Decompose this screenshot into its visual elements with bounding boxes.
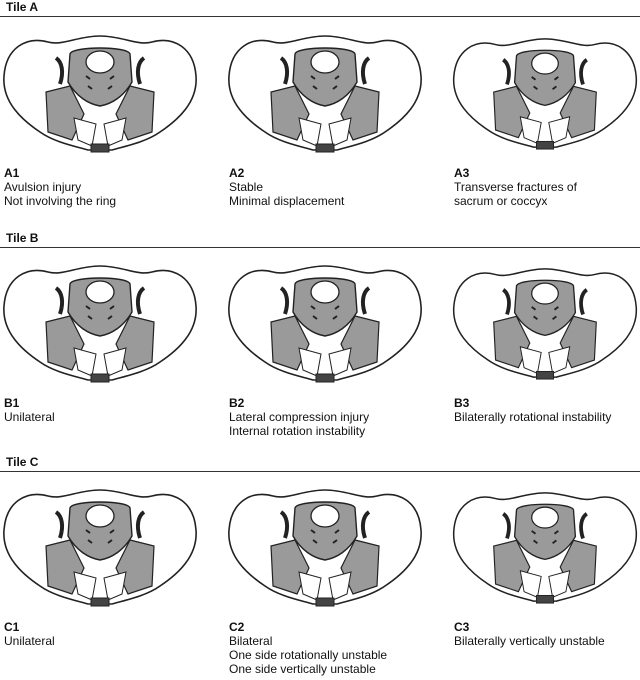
caption-line: Internal rotation instability xyxy=(229,424,366,438)
caption-line: Lateral compression injury xyxy=(229,410,370,424)
caption-line: Minimal displacement xyxy=(229,194,345,208)
pelvis-diagram-a1 xyxy=(0,28,200,158)
pelvis-diagram-c3 xyxy=(450,482,640,612)
symphysis xyxy=(91,144,109,152)
panel-a1 xyxy=(0,28,205,223)
pelvis-diagram-b2 xyxy=(225,258,425,388)
symphysis xyxy=(536,371,553,379)
caption-code: A2 xyxy=(229,166,245,180)
caption-line: Unilateral xyxy=(4,410,55,424)
symphysis xyxy=(536,595,553,603)
caption-b3 xyxy=(454,396,611,424)
caption-line: One side vertically unstable xyxy=(229,662,376,676)
caption-c3 xyxy=(454,620,605,648)
caption-c2 xyxy=(229,620,387,676)
section-title: Tile A xyxy=(6,0,39,14)
sacral-body xyxy=(311,505,339,527)
panel-a3 xyxy=(450,28,640,223)
symphysis xyxy=(91,374,109,382)
caption-code: B1 xyxy=(4,396,20,410)
panel-b2 xyxy=(225,258,430,448)
section-divider xyxy=(0,247,640,248)
caption-line: Bilateral xyxy=(229,634,273,648)
sacral-body xyxy=(532,283,559,304)
caption-code: B2 xyxy=(229,396,245,410)
symphysis xyxy=(536,141,553,149)
section-header-tile-b xyxy=(0,231,640,249)
pelvis-diagram-c2 xyxy=(225,482,425,612)
pelvis-diagram-b1 xyxy=(0,258,200,388)
caption-line: Transverse fractures of xyxy=(454,180,577,194)
caption-code: B3 xyxy=(454,396,470,410)
symphysis xyxy=(316,598,334,606)
section-divider xyxy=(0,471,640,472)
caption-code: C1 xyxy=(4,620,20,634)
caption-code: C3 xyxy=(454,620,470,634)
caption-code: A1 xyxy=(4,166,20,180)
caption-b1 xyxy=(4,396,55,424)
sacral-body xyxy=(86,281,114,303)
symphysis xyxy=(316,374,334,382)
pelvis-diagram-a2 xyxy=(225,28,425,158)
caption-a2 xyxy=(229,166,344,208)
caption-line: Avulsion injury xyxy=(4,180,82,194)
caption-code: A3 xyxy=(454,166,470,180)
panel-c3 xyxy=(450,482,640,680)
caption-c1 xyxy=(4,620,55,648)
section-header-tile-a xyxy=(0,0,640,18)
caption-line: Not involving the ring xyxy=(4,194,117,208)
caption-line: Stable xyxy=(229,180,264,194)
sacral-body xyxy=(532,53,559,74)
sacral-body xyxy=(86,505,114,527)
section-title: Tile C xyxy=(6,455,39,469)
caption-line: Unilateral xyxy=(4,634,55,648)
pelvis-diagram-b3 xyxy=(450,258,640,388)
pelvis-diagram-c1 xyxy=(0,482,200,612)
symphysis xyxy=(316,144,334,152)
caption-code: C2 xyxy=(229,620,245,634)
sacral-body xyxy=(532,507,559,528)
caption-line: One side rotationally unstable xyxy=(229,648,388,662)
sacral-body xyxy=(311,281,339,303)
caption-line: Bilaterally vertically unstable xyxy=(454,634,605,648)
sacral-body xyxy=(86,51,114,73)
panel-a2 xyxy=(225,28,430,223)
caption-a1 xyxy=(4,166,116,208)
caption-a3 xyxy=(454,166,577,208)
section-divider xyxy=(0,16,640,17)
sacral-body xyxy=(311,51,339,73)
panel-c1 xyxy=(0,482,205,680)
section-header-tile-c xyxy=(0,455,640,473)
section-title: Tile B xyxy=(6,231,39,245)
caption-b2 xyxy=(229,396,369,438)
caption-line: sacrum or coccyx xyxy=(454,194,548,208)
panel-b1 xyxy=(0,258,205,448)
symphysis xyxy=(91,598,109,606)
panel-b3 xyxy=(450,258,640,448)
panel-c2 xyxy=(225,482,430,680)
pelvis-diagram-a3 xyxy=(450,28,640,158)
caption-line: Bilaterally rotational instability xyxy=(454,410,612,424)
